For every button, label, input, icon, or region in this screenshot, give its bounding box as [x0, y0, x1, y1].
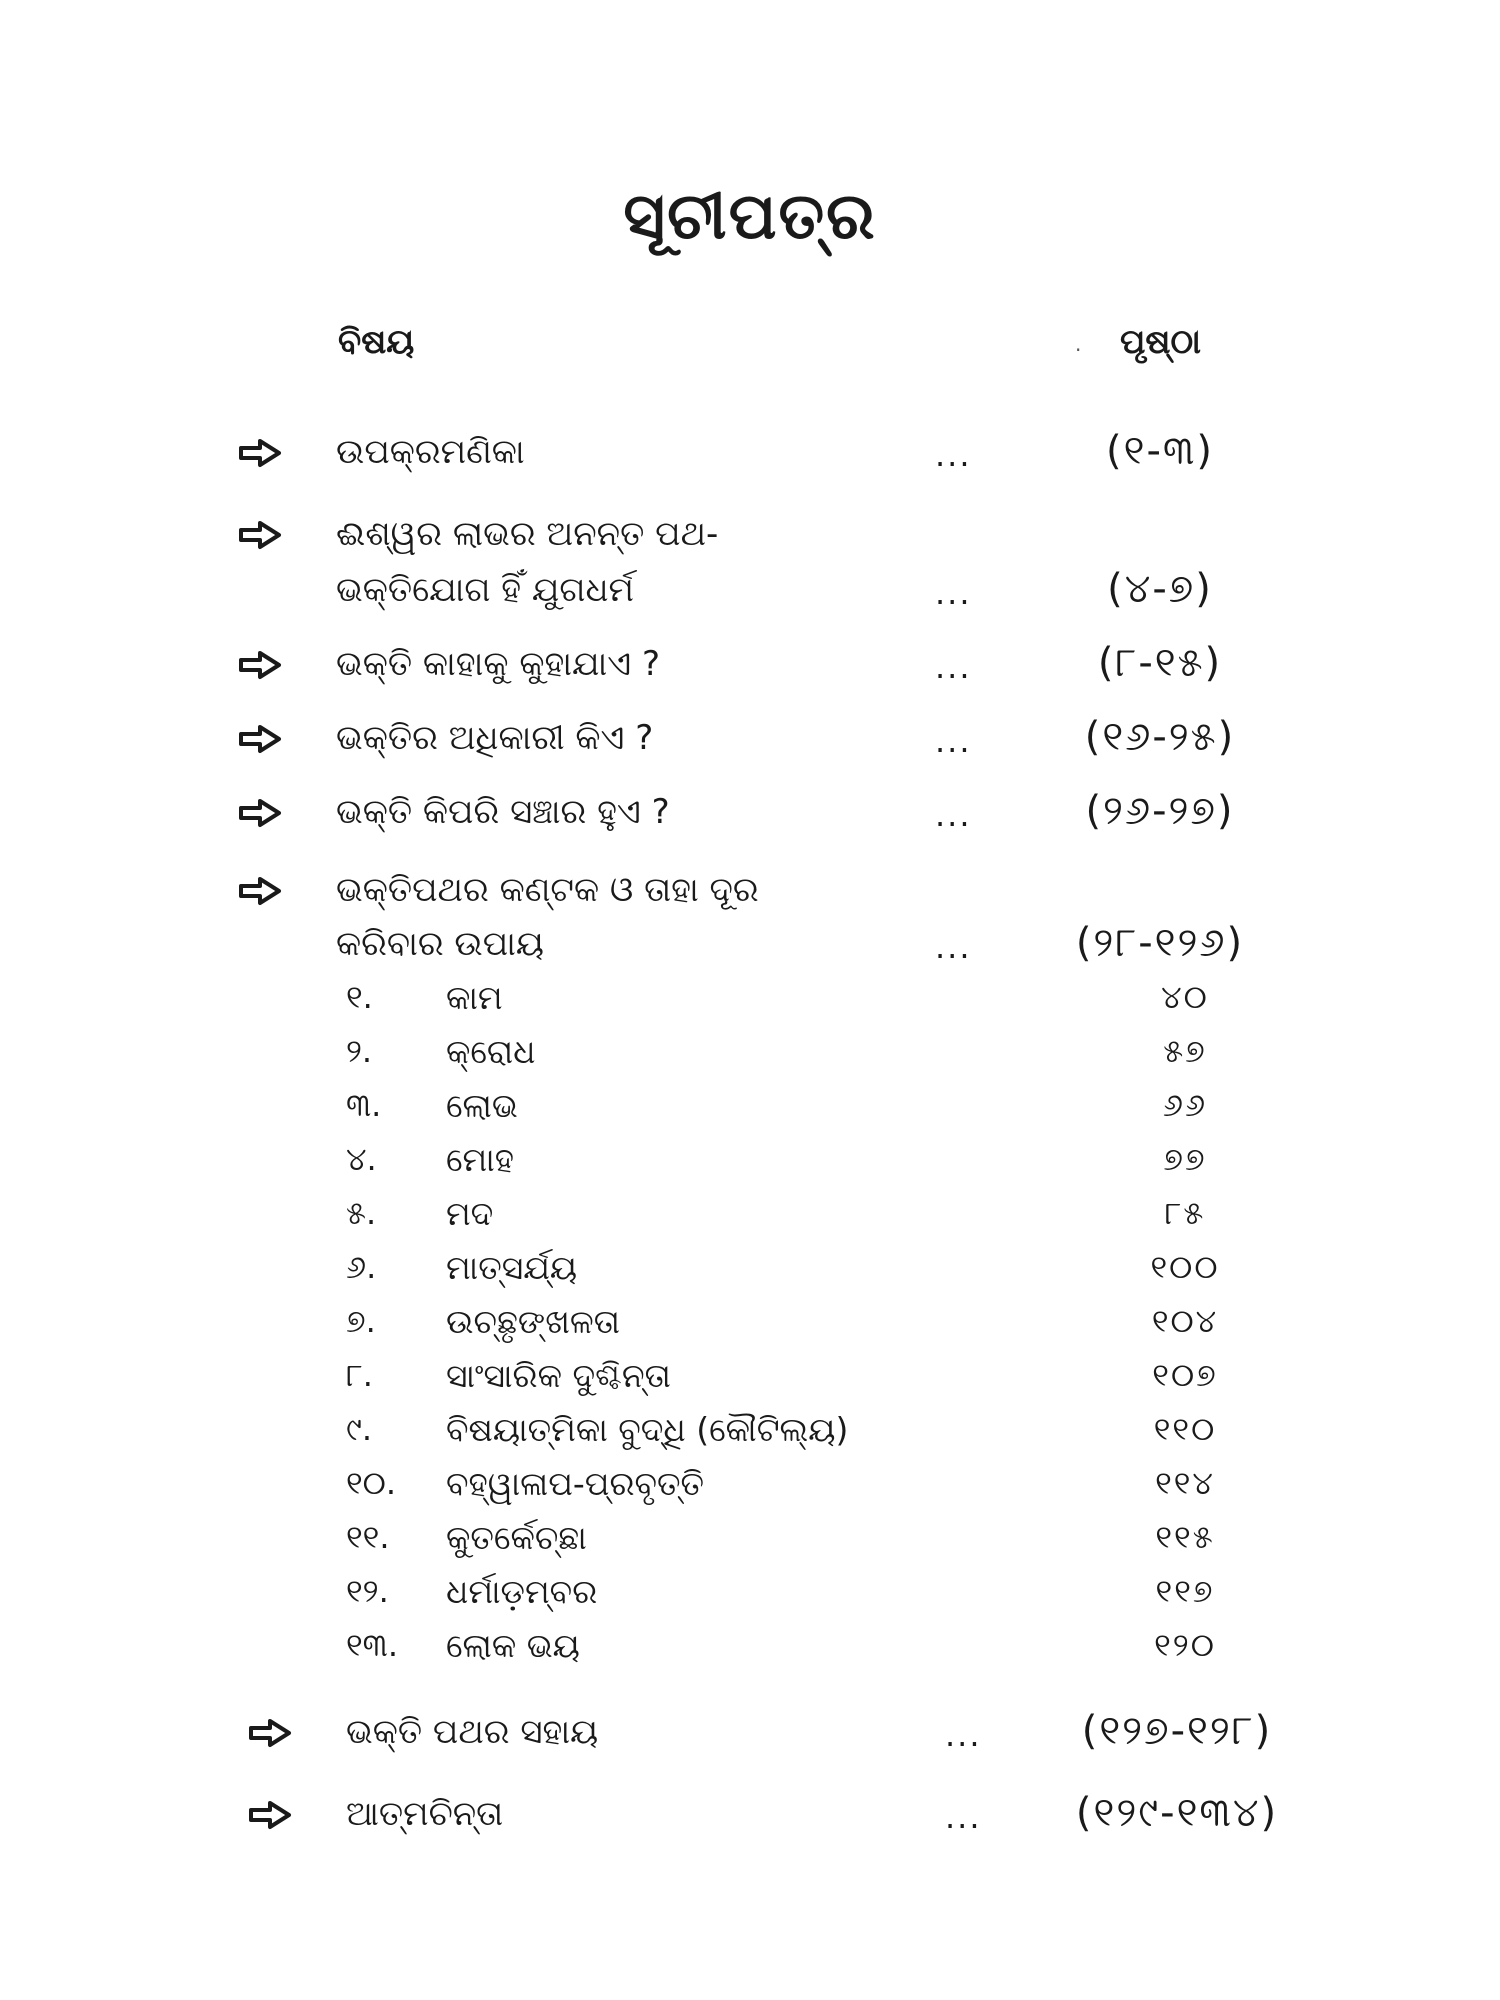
leader-dots: ... [945, 1798, 982, 1836]
sub-item [0, 1464, 1500, 1518]
page-range: (୮-୧୫) [1097, 640, 1223, 686]
sub-item-number: ୧୧. [346, 1518, 390, 1556]
leader-dots: ... [935, 436, 972, 474]
leader-dots: ... [935, 722, 972, 760]
leader-dots: ... [935, 796, 972, 834]
page-range: (୨୬-୨୭) [1085, 788, 1235, 834]
sub-item-number: ୧. [346, 978, 373, 1016]
sub-item-label: କୁତର୍କେଚ୍ଛା [446, 1518, 587, 1557]
sub-item-number: ୮. [346, 1356, 373, 1394]
sub-item-number: ୧୦. [346, 1464, 397, 1502]
sub-item-number: ୪. [346, 1140, 377, 1178]
sub-item-number: ୩. [346, 1086, 382, 1124]
sub-item-number: ୫. [346, 1194, 377, 1232]
sub-item-label: ସାଂସାରିକ ଦୁଶ୍ଚିନ୍ତା [446, 1356, 671, 1395]
leader-dots: ... [935, 648, 972, 686]
page-range: (୧୬-୨୫) [1084, 714, 1236, 760]
sub-item-label: କାମ [446, 978, 503, 1017]
toc-entry-title: ଭକ୍ତି କାହାକୁ କୁହାଯାଏ ? [336, 644, 660, 684]
page-range: (୧୨୯-୧୩୪) [1075, 1790, 1279, 1836]
toc-entry-title-line1: ଭକ୍ତିପଥର କଣ୍ଟକ ଓ ତାହା ଦୂର [336, 870, 759, 910]
sub-item-number: ୨. [346, 1032, 373, 1070]
toc-entry-title-line2: ଭକ୍ତିଯୋଗ ହିଁ ଯୁଗଧର୍ମ [336, 570, 634, 610]
arrow-icon [238, 520, 282, 550]
sub-item-label: ଧର୍ମାଡ଼ମ୍ବର [446, 1572, 598, 1611]
page-range: (୪-୭) [1107, 566, 1213, 612]
sub-item [0, 1572, 1500, 1626]
leader-dots: ... [935, 574, 972, 612]
sub-item-label: ଉଚ୍ଛୃଙ୍ଖଳତା [446, 1302, 620, 1341]
sub-item-label: ବିଷୟାତ୍ମିକା ବୁଦ୍ଧି (କୌଟିଲ୍ୟ) [446, 1410, 849, 1449]
toc-entry-title: ଭକ୍ତିର ଅଧିକାରୀ କିଏ ? [336, 718, 654, 758]
header-dot: · [1075, 338, 1082, 362]
sub-item-page: ୧୧୦ [1153, 1410, 1217, 1448]
sub-item-page: ୧୦୦ [1150, 1248, 1220, 1286]
sub-item-label: କ୍ରୋଧ [446, 1032, 536, 1071]
toc-entry-title-line1: ଈଶ୍ୱର ଲାଭର ଅନନ୍ତ ପଥ- [336, 514, 719, 554]
page-range: (୨୮-୧୨୬) [1075, 920, 1245, 966]
sub-item [0, 1410, 1500, 1464]
sub-item-page: ୧୨୦ [1154, 1626, 1216, 1664]
toc-entry-title: ଆତ୍ମଚିନ୍ତା [346, 1794, 504, 1834]
subject-column-header: ବିଷୟ [338, 322, 415, 362]
page-column-header: ପୃଷ୍ଠା [1120, 322, 1201, 362]
sub-item-label: ମାତ୍ସର୍ଯ୍ୟ [446, 1248, 578, 1287]
sub-item [0, 978, 1500, 1032]
sub-item-page: ୧୧୪ [1155, 1464, 1215, 1502]
sub-item-page: ୪୦ [1161, 978, 1209, 1016]
toc-entry-title: ଉପକ୍ରମଣିକା [336, 432, 525, 472]
page-range: (୧-୩) [1106, 428, 1214, 474]
arrow-icon [238, 650, 282, 680]
leader-dots: ... [945, 1716, 982, 1754]
sub-item-label: ମଦ [446, 1194, 494, 1233]
toc-entry-title-line2: କରିବାର ଉପାୟ [336, 924, 544, 964]
arrow-icon [238, 438, 282, 468]
sub-item-page: ୧୦୭ [1152, 1356, 1218, 1394]
sub-item-page: ୧୦୪ [1151, 1302, 1219, 1340]
sub-item [0, 1248, 1500, 1302]
sub-item-label: ଲୋକ ଭୟ [446, 1626, 580, 1665]
leader-dots: ... [935, 928, 972, 966]
sub-item [0, 1194, 1500, 1248]
sub-item-number: ୯. [346, 1410, 373, 1448]
toc-entry-title: ଭକ୍ତି କିପରି ସଞ୍ଚାର ହୁଏ ? [336, 792, 670, 832]
arrow-icon [238, 876, 282, 906]
sub-item-page: ୮୫ [1164, 1194, 1206, 1232]
arrow-icon [238, 798, 282, 828]
page-title: ସୂଚୀପତ୍ର [623, 180, 877, 254]
sub-item [0, 1626, 1500, 1680]
arrow-icon [238, 724, 282, 754]
page-range: (୧୨୭-୧୨୮) [1081, 1708, 1273, 1754]
sub-item-label: ମୋହ [446, 1140, 514, 1179]
sub-item-number: ୭. [346, 1302, 376, 1340]
toc-entry-title: ଭକ୍ତି ପଥର ସହାୟ [346, 1712, 599, 1752]
sub-item-page: ୧୧୫ [1155, 1518, 1215, 1556]
sub-item [0, 1032, 1500, 1086]
sub-item-number: ୧୨. [346, 1572, 389, 1610]
sub-item-number: ୧୩. [346, 1626, 398, 1664]
sub-item [0, 1356, 1500, 1410]
sub-item [0, 1140, 1500, 1194]
sub-item [0, 1086, 1500, 1140]
sub-item [0, 1302, 1500, 1356]
sub-item-number: ୬. [346, 1248, 377, 1286]
arrow-icon [248, 1718, 292, 1748]
sub-item-page: ୭୭ [1163, 1140, 1207, 1178]
sub-item-page: ୧୧୭ [1155, 1572, 1215, 1610]
sub-item-label: ଲୋଭ [446, 1086, 518, 1125]
sub-item-page: ୫୭ [1163, 1032, 1207, 1070]
sub-item-label: ବହ୍ୱାଳାପ-ପ୍ରବୃତ୍ତି [446, 1464, 705, 1503]
sub-item [0, 1518, 1500, 1572]
sub-item-page: ୬୬ [1162, 1086, 1208, 1124]
arrow-icon [248, 1800, 292, 1830]
